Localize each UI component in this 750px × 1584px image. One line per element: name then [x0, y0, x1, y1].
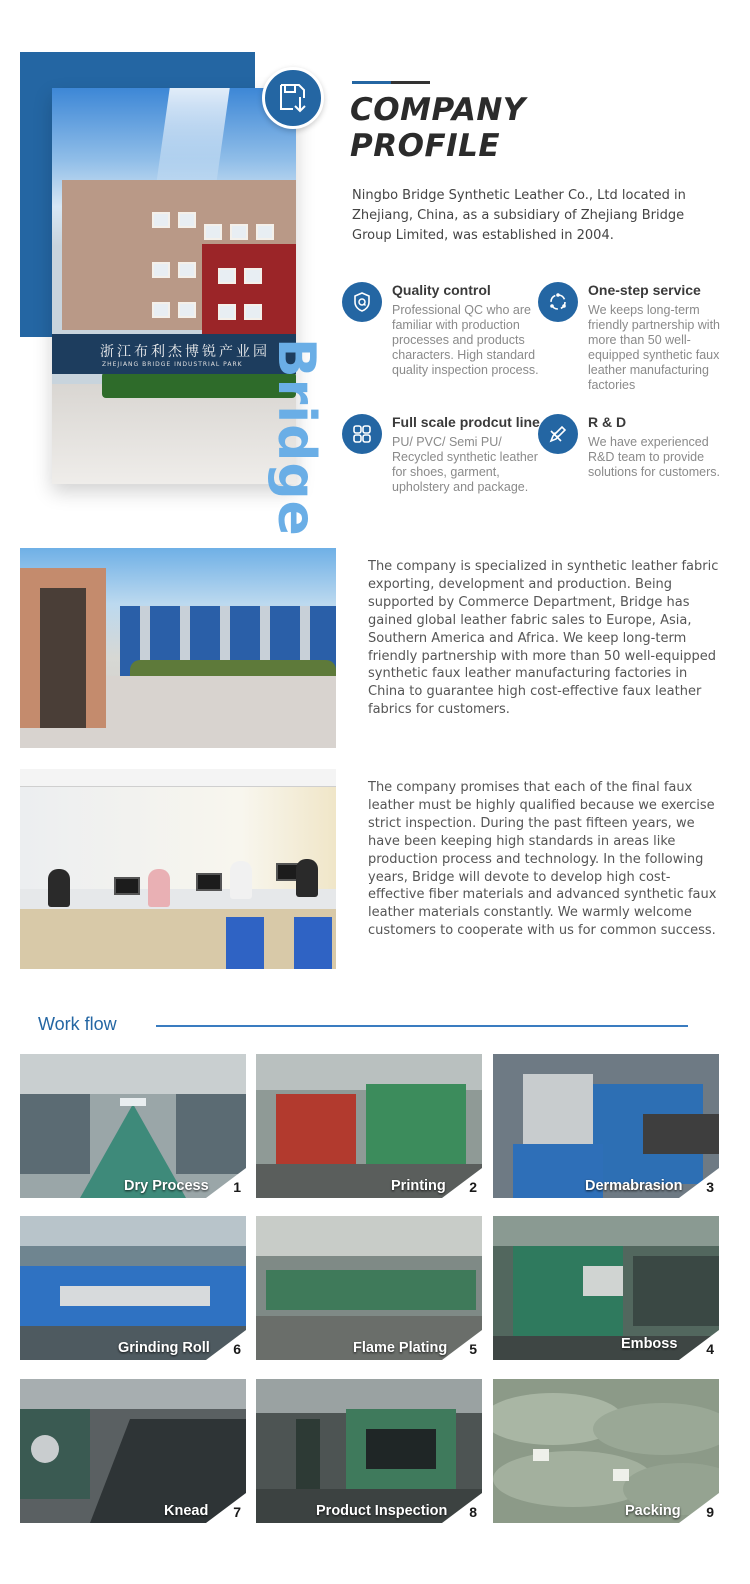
title-accent-bar — [352, 81, 430, 84]
photo-sign-english: ZHEJIANG BRIDGE INDUSTRIAL PARK — [102, 361, 243, 368]
feature-title: One-step service — [588, 282, 701, 298]
feature-desc: We have experienced R&D team to provide solutions for customers. — [588, 435, 720, 479]
download-badge — [262, 67, 324, 129]
pencil-ruler-icon — [538, 414, 578, 454]
factory-gate-photo — [20, 548, 336, 748]
step-number: 6 — [233, 1341, 241, 1357]
workflow-step-emboss — [493, 1216, 719, 1360]
step-label: Flame Plating — [353, 1340, 448, 1356]
step-label: Dry Process — [124, 1178, 209, 1194]
step-number: 1 — [233, 1179, 241, 1195]
workflow-step-packing — [493, 1379, 719, 1523]
workflow-divider — [156, 1025, 688, 1027]
company-paragraph-2: The company promises that each of the final faux leather must be highly qualified because we exercise strict inspection. During the past fifteen years, we have been keeping high standards in areas like production process and technology. In the following years, Bridge will devote to develop high cost-effective fiber materials and advanced synthetic faux leather materials constantly. We warmly welcome customers to cooperate with us for common success. — [368, 780, 717, 939]
title-line-1: COMPANY — [350, 92, 526, 128]
step-number: 7 — [233, 1504, 241, 1520]
workflow-step-printing — [256, 1054, 482, 1198]
feature-title: R & D — [588, 414, 627, 430]
step-label: Dermabrasion — [585, 1178, 683, 1194]
step-label: Grinding Roll — [118, 1340, 210, 1356]
step-label: Product Inspection — [316, 1503, 448, 1519]
step-number: 4 — [706, 1341, 714, 1357]
workflow-step-flame-plating — [256, 1216, 482, 1360]
step-number: 2 — [469, 1179, 477, 1195]
step-number: 5 — [469, 1341, 477, 1357]
title-line-2: PROFILE — [350, 128, 501, 164]
workflow-step-dermabrasion — [493, 1054, 719, 1198]
workflow-step-dry-process — [20, 1054, 246, 1198]
workflow-step-grinding-roll — [20, 1216, 246, 1360]
step-label: Knead — [164, 1503, 209, 1519]
office-photo — [20, 769, 336, 969]
step-number: 9 — [706, 1504, 714, 1520]
step-label: Printing — [391, 1178, 446, 1194]
feature-desc: PU/ PVC/ Semi PU/ Recycled synthetic leather for shoes, garment, upholstery and package. — [392, 435, 538, 494]
workflow-title: Work flow — [38, 1014, 117, 1034]
step-number: 3 — [706, 1179, 714, 1195]
workflow-step-knead — [20, 1379, 246, 1523]
step-number: 8 — [469, 1504, 477, 1520]
feature-desc: We keeps long-term friendly partnership with more than 50 well-equipped synthetic faux leather manufacturing factories — [588, 303, 721, 392]
intro-text: Ningbo Bridge Synthetic Leather Co., Ltd located in Zhejiang, China, as a subsidiary of Zhejiang Bridge Group Limited, was established in 2004. — [352, 188, 686, 243]
cycle-icon — [538, 282, 578, 322]
shield-q-icon — [342, 282, 382, 322]
workflow-step-product-inspection — [256, 1379, 482, 1523]
page-title — [350, 92, 526, 164]
company-paragraph-1: The company is specialized in synthetic leather fabric exporting, development and production. Being supported by Commerce Department, Bridge has gained global leather fabric sales to Europe, Asia, Southern America and Africa. We keep long-term friendly partnership with more than 50 well-equipped synthetic faux leather manufacturing factories in China to guarantee high cost-effective faux leather fabrics for customers. — [368, 559, 719, 718]
feature-title: Quality control — [392, 282, 491, 298]
step-label: Emboss — [621, 1336, 678, 1352]
feature-desc: Professional QC who are familiar with production processes and products characters. High standard quality inspection process. — [392, 303, 539, 377]
company-building-photo — [52, 88, 296, 484]
grid-icon — [342, 414, 382, 454]
photo-sign-chinese: 浙江布利杰博锐产业园 — [100, 344, 270, 360]
feature-title: Full scale prodcut line — [392, 414, 540, 430]
bridge-vertical-text: Bridge — [266, 338, 326, 537]
save-download-icon — [276, 81, 310, 115]
step-label: Packing — [625, 1503, 681, 1519]
